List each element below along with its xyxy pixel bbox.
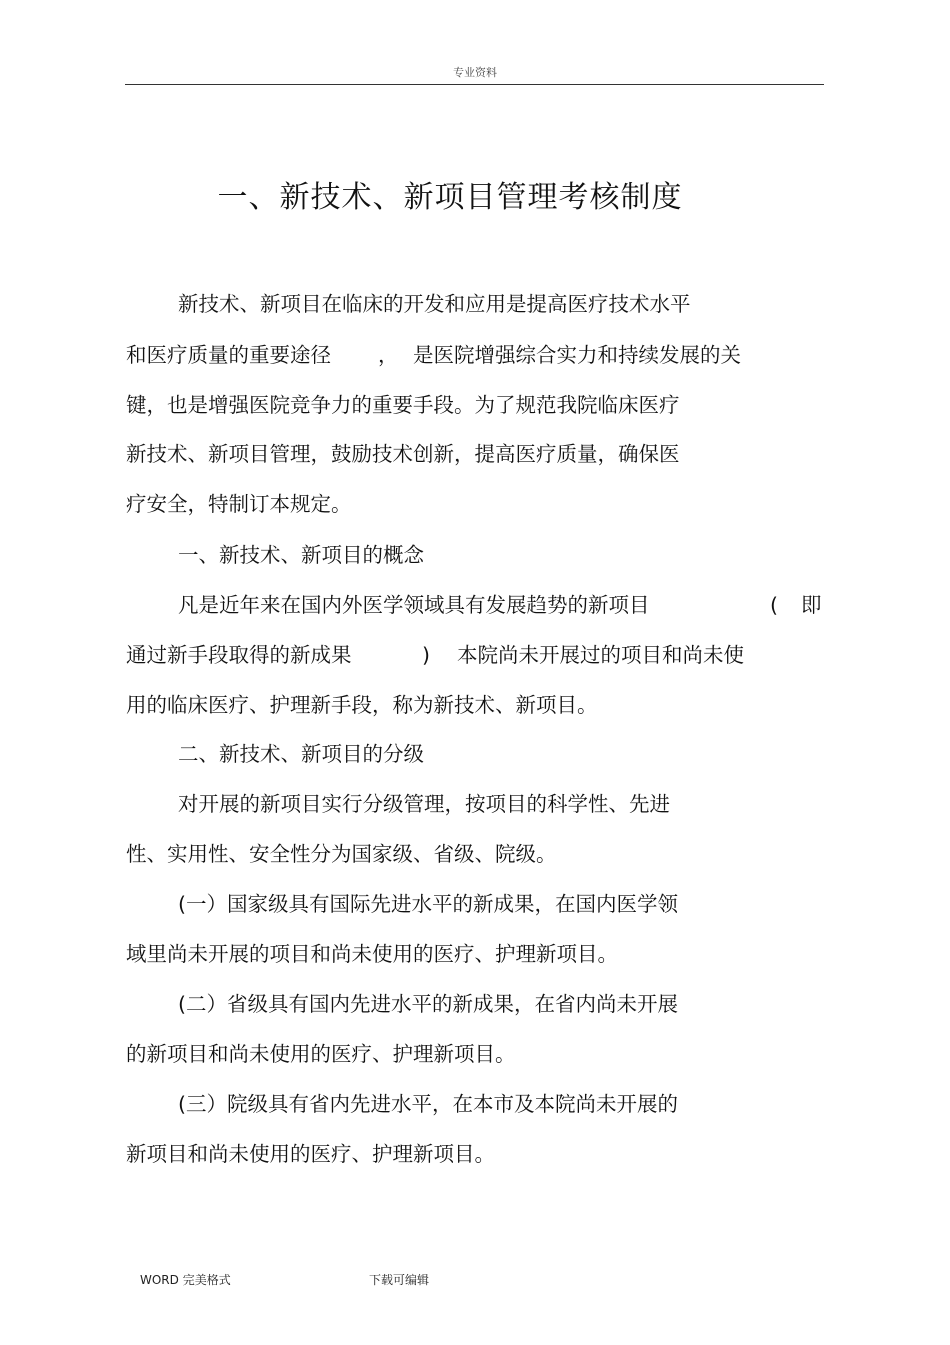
body-line: 新项目和尚未使用的医疗、护理新项目。 <box>126 1142 495 1166</box>
body-line: 键，也是增强医院竞争力的重要手段。为了规范我院临床医疗 <box>126 393 680 417</box>
document-title: 一、新技术、新项目管理考核制度 <box>217 180 683 215</box>
body-line: 的新项目和尚未使用的医疗、护理新项目。 <box>126 1042 516 1066</box>
body-line: ， <box>378 343 399 367</box>
page-header: 专业资料 <box>453 66 497 79</box>
header-divider <box>125 84 824 85</box>
body-line: 是医院增强综合实力和持续发展的关 <box>413 343 741 367</box>
body-line: 新技术、新项目管理，鼓励技术创新，提高医疗质量，确保医 <box>126 442 680 466</box>
body-line: (三）院级具有省内先进水平，在本市及本院尚未开展的 <box>178 1092 678 1116</box>
body-line: 即 <box>801 593 822 617</box>
body-line: ) <box>422 643 430 667</box>
body-line: 本院尚未开展过的项目和尚未使 <box>457 643 744 667</box>
body-line: 凡是近年来在国内外医学领域具有发展趋势的新项目 <box>178 593 650 617</box>
body-line: 对开展的新项目实行分级管理，按项目的科学性、先进 <box>178 792 670 816</box>
footer-left: WORD 完美格式 <box>140 1273 231 1287</box>
body-line: (二）省级具有国内先进水平的新成果，在省内尚未开展 <box>178 992 678 1016</box>
body-line: 和医疗质量的重要途径 <box>126 343 331 367</box>
body-line: 疗安全，特制订本规定。 <box>126 492 352 516</box>
body-line: 域里尚未开展的项目和尚未使用的医疗、护理新项目。 <box>126 942 618 966</box>
body-line: 新技术、新项目在临床的开发和应用是提高医疗技术水平 <box>178 292 691 316</box>
section-heading: 二、新技术、新项目的分级 <box>178 742 424 766</box>
body-line: ( <box>770 593 778 617</box>
body-line: 通过新手段取得的新成果 <box>126 643 352 667</box>
footer-right: 下载可编辑 <box>369 1273 430 1287</box>
section-heading: 一、新技术、新项目的概念 <box>178 543 424 567</box>
body-line: 用的临床医疗、护理新手段，称为新技术、新项目。 <box>126 693 598 717</box>
body-line: (一）国家级具有国际先进水平的新成果，在国内医学领 <box>178 892 678 916</box>
body-line: 性、实用性、安全性分为国家级、省级、院级。 <box>126 842 557 866</box>
